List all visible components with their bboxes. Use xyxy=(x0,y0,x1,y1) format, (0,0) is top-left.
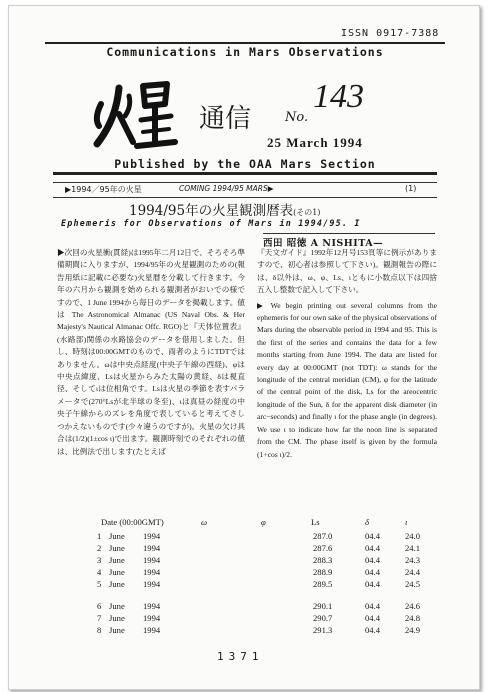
table-header: Ls xyxy=(311,517,320,527)
table-cell-delta: 04.4 xyxy=(365,567,381,577)
issue-number: 143 xyxy=(313,78,364,115)
article-title-en: Ephemeris for Observations of Mars in 1994/95. I xyxy=(61,218,361,228)
publisher-line: Published by the OAA Mars Section xyxy=(53,157,437,175)
table-cell-delta: 04.4 xyxy=(365,601,381,611)
article-title-ja xyxy=(129,199,320,219)
left-paragraph: ▶次回の火星衝(貫経)は1995年二月12日で、そろそろ準備期間に入りますが、1994/95年の火星観測のための(報告用紙に記載に必要な)火星暦を分載して行きます。今年の六月から観測を始められる観測者がおいでの様ですので、1 June 1994から毎日のデータを掲載します。値は The Astronomical Almanac (US Naval Obs. & Her Majesty's Nautical Almanac Offc. RGO)と『天体位置表』(水路部)関係の水路協会のデータを借用しました。但し、時刻は00:00GMTのもので、両者のようにTDTではありません。ωは中央点経度(中央子午線の西経)、φは中央点緯度、Lsは火星からみた太陽の黄経、δは視直径、そしてιは位相角です。Lsは火星の季節を表すパラメータで(270°Lsが北半球の冬至)、ιは真昼の経度の中央子午線からのズレを角度で表していると考えてさしつかえないものです(少々違うのですが)。火星の欠け具合は(1/2)(1±cos ι)で出ます。観測時刻でのそれぞれの値は、比例法で出します(たとえば xyxy=(57,248,245,456)
table-header: ω xyxy=(201,517,208,527)
right-column xyxy=(257,247,437,461)
table-cell-ls: 288.3 xyxy=(313,555,333,565)
left-column xyxy=(57,247,245,458)
page-number: 1371 xyxy=(217,650,264,663)
table-cell-iota: 24.3 xyxy=(405,555,421,565)
table-cell-iota: 24.6 xyxy=(405,601,421,611)
table-cell-month: June xyxy=(109,613,125,623)
table-cell-day: 1 xyxy=(97,531,102,541)
table-cell-delta: 04.4 xyxy=(365,555,381,565)
table-cell-iota: 24.0 xyxy=(405,531,421,541)
table-cell-month: June xyxy=(109,543,125,553)
table-cell-day: 8 xyxy=(97,625,102,635)
table-cell-year: 1994 xyxy=(143,579,161,589)
running-head-coming: COMING 1994/95 MARS▶ xyxy=(179,184,274,193)
table-header: δ xyxy=(365,517,369,527)
table-cell-day: 5 xyxy=(97,579,102,589)
table-cell-year: 1994 xyxy=(143,625,161,635)
table-cell-iota: 24.1 xyxy=(405,543,421,553)
running-head-page: (1) xyxy=(405,184,417,193)
table-cell-ls: 289.5 xyxy=(313,579,333,589)
table-cell-ls: 290.7 xyxy=(313,613,333,623)
table-cell-year: 1994 xyxy=(143,601,161,611)
table-cell-iota: 24.9 xyxy=(405,625,421,635)
table-cell-delta: 04.4 xyxy=(365,531,381,541)
table-header: ι xyxy=(405,517,408,527)
right-paragraph: ▶ We begin printing out several columns from the ephemeris for our own sake of the physical observations of Mars during the observable period in 1994 and 95. This is the first of the series and contains the data for a few months starting from June 1994. The data are listed for every day at 00:00GMT (not TDT): ω stands for the longitude of the central meridian (CM), φ for the latitude of the central point of the disk, Ls for the areocentric longitude of the Sun, δ for the apparent disk diameter (in arc−seconds) and finally ι for the phase angle (in degrees). We use ι to indicate how far the noon line is separated from the CM. The phase itself is given by the formula (1+cos ι)/2. xyxy=(257,300,437,459)
table-cell-day: 4 xyxy=(97,567,102,577)
table-cell-iota: 24.8 xyxy=(405,613,421,623)
table-cell-day: 6 xyxy=(97,601,102,611)
article-title-ja-sub: (その1) xyxy=(293,208,321,217)
article-author: 西田 昭徳 A NISHITA— xyxy=(263,233,435,249)
table-header: Date (00:00GMT) xyxy=(101,517,164,527)
table-cell-year: 1994 xyxy=(143,567,161,577)
table-cell-month: June xyxy=(109,601,125,611)
table-cell-month: June xyxy=(109,531,125,541)
table-cell-ls: 287.0 xyxy=(313,531,333,541)
table-cell-year: 1994 xyxy=(143,555,161,565)
kasei-logo xyxy=(89,74,179,154)
table-cell-delta: 04.4 xyxy=(365,625,381,635)
table-cell-iota: 24.5 xyxy=(405,579,421,589)
newsletter-page xyxy=(8,5,480,690)
issue-date: 25 March 1994 xyxy=(267,135,363,150)
table-cell-ls: 290.1 xyxy=(313,601,333,611)
table-header: φ xyxy=(261,517,266,527)
table-cell-month: June xyxy=(109,625,125,635)
table-cell-delta: 04.4 xyxy=(365,579,381,589)
table-cell-month: June xyxy=(109,555,125,565)
table-cell-day: 3 xyxy=(97,555,102,565)
right-paragraph: 『天文ガイド』1992年12月号153頁等に例示がありますので、初心者は参照して下さい)。観測報告の際には、δ以外は、ω、φ、Ls、ιともに小数点以下は四捨五入し整数で記入して下さい。 xyxy=(257,248,437,295)
table-cell-year: 1994 xyxy=(143,543,161,553)
table-cell-ls: 288.9 xyxy=(313,567,333,577)
article-title-ja-main: 1994/95年の火星観測暦表 xyxy=(129,203,294,219)
table-cell-year: 1994 xyxy=(143,531,161,541)
tsushin-title: 通信 xyxy=(199,104,252,134)
table-cell-ls: 287.6 xyxy=(313,543,333,553)
table-cell-year: 1994 xyxy=(143,613,161,623)
number-label: No. xyxy=(285,110,309,125)
issn: ISSN 0917-7388 xyxy=(341,28,440,39)
table-cell-day: 7 xyxy=(97,613,102,623)
table-cell-iota: 24.4 xyxy=(405,567,421,577)
table-cell-delta: 04.4 xyxy=(365,543,381,553)
table-cell-ls: 291.3 xyxy=(313,625,333,635)
table-cell-day: 2 xyxy=(97,543,102,553)
running-head-left: ▶1994／95年の火星 xyxy=(65,185,142,194)
table-cell-month: June xyxy=(109,579,125,589)
series-title: Communications in Mars Observations xyxy=(45,42,445,59)
table-cell-delta: 04.4 xyxy=(365,613,381,623)
table-cell-month: June xyxy=(109,567,125,577)
